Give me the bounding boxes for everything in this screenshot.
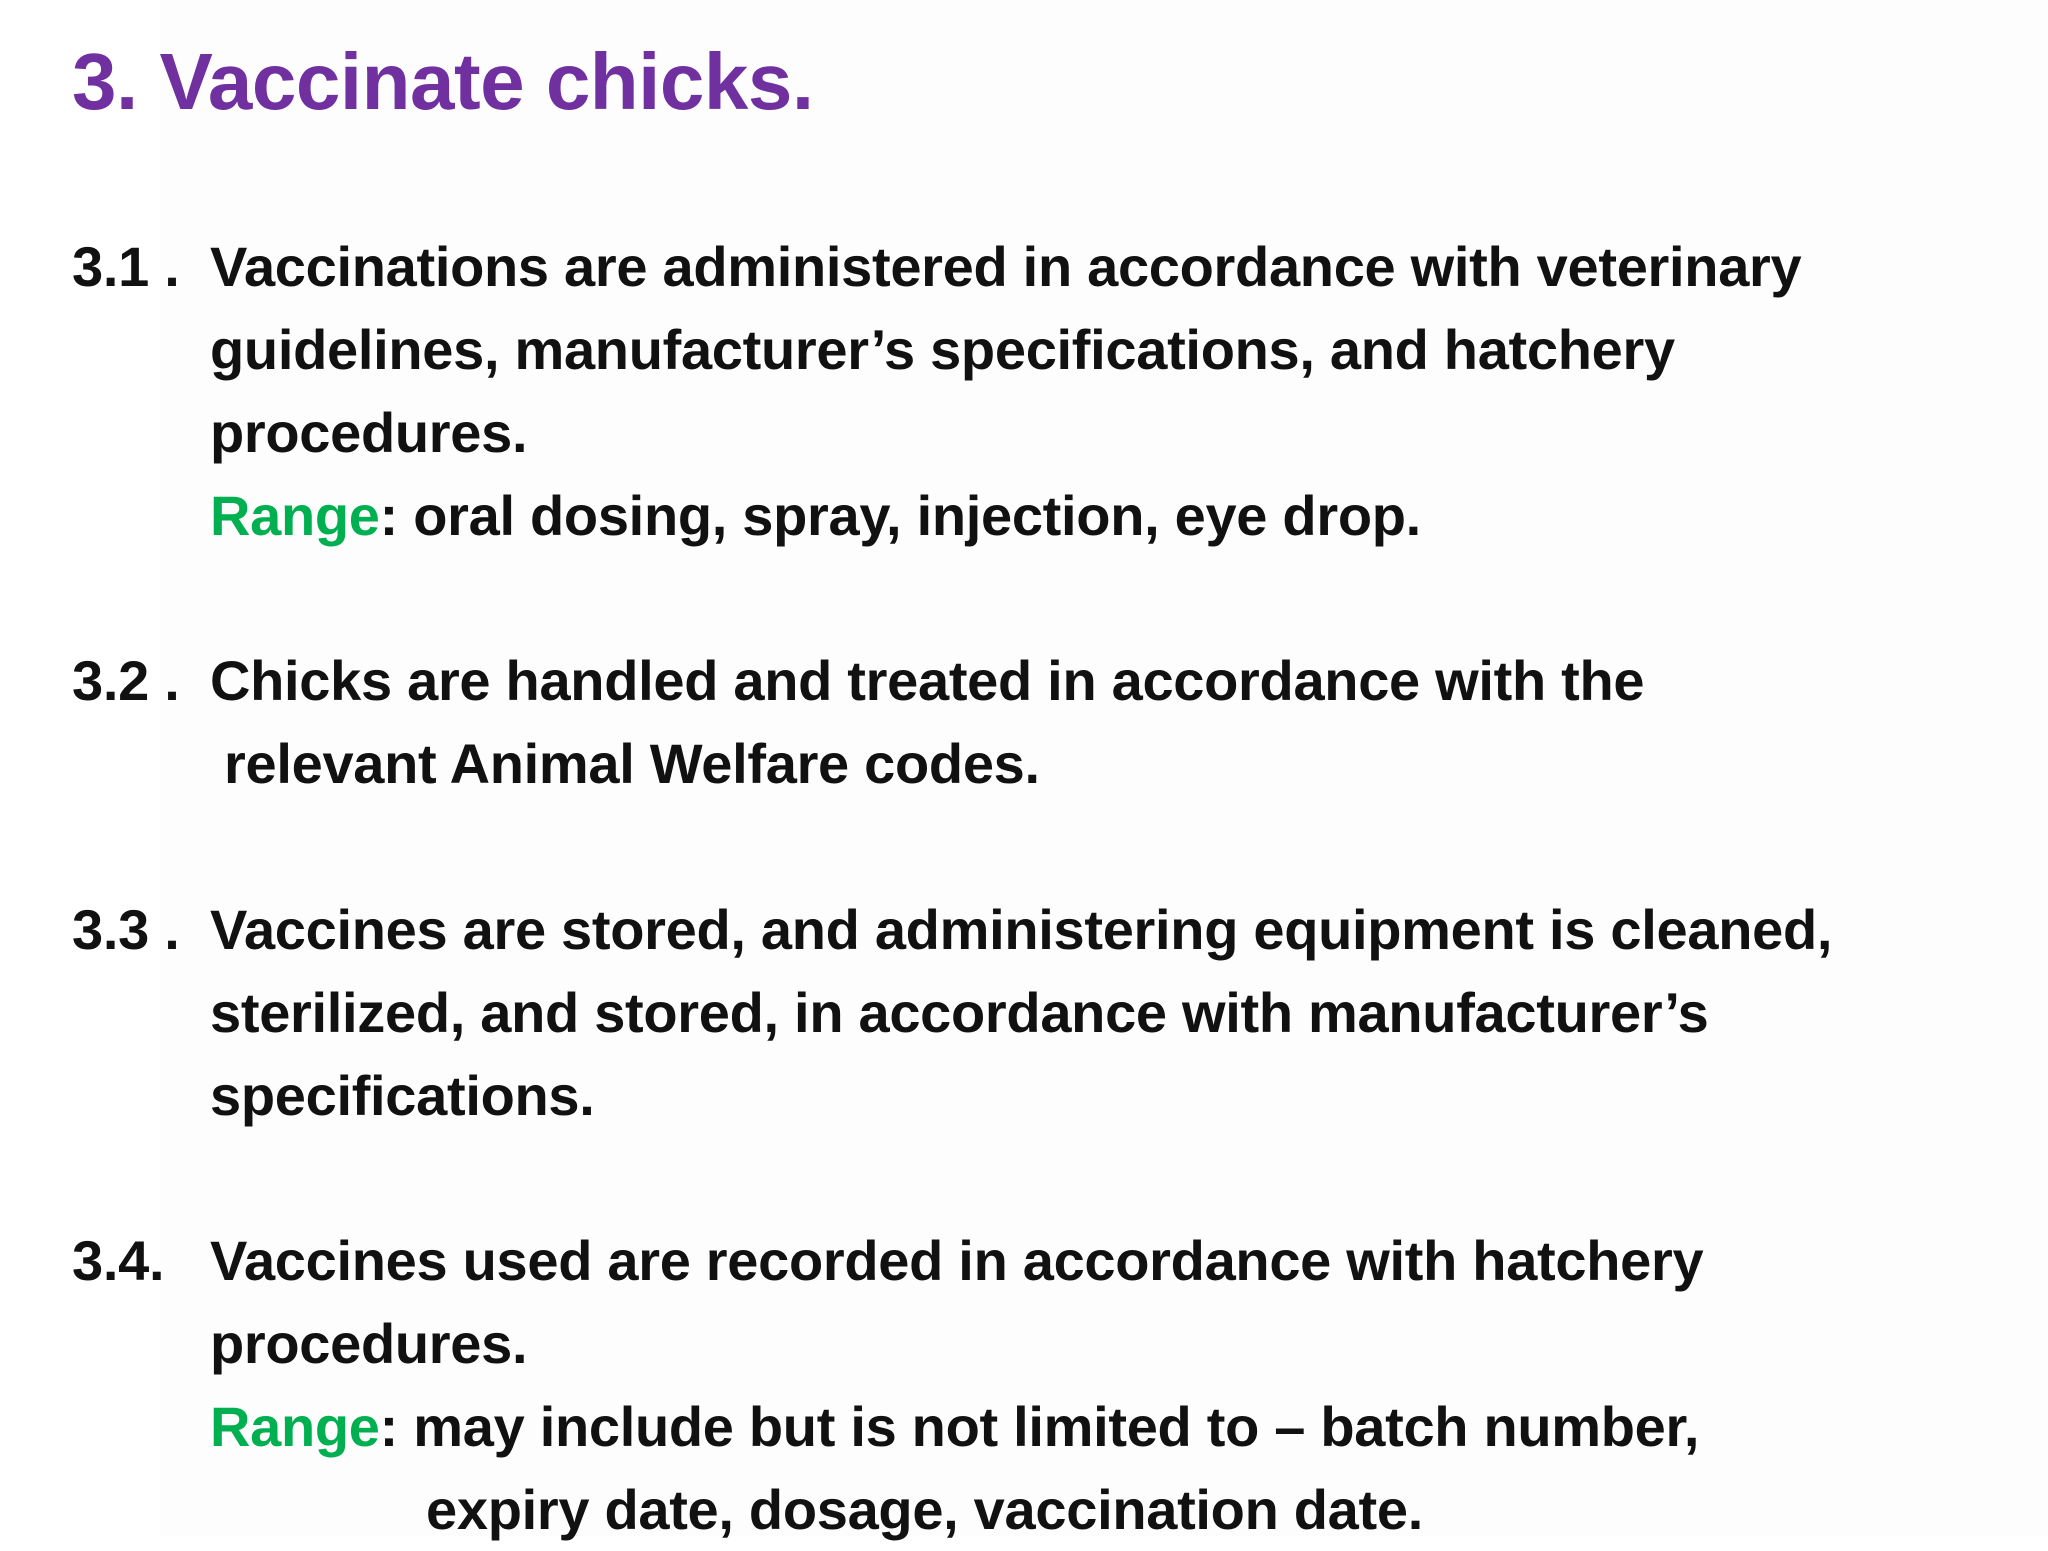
range-text: oral dosing, spray, injection, eye drop. <box>413 484 1421 547</box>
criterion-text: procedures. <box>210 1312 528 1375</box>
criterion-text: Vaccines used are recorded in accordance with hatchery <box>210 1229 1704 1292</box>
criterion-3-2 <box>72 639 2002 805</box>
range-label: Range <box>210 1395 380 1458</box>
criterion-text: specifications. <box>210 1064 595 1127</box>
range-label: Range <box>210 484 380 547</box>
criterion-3-4 <box>72 1219 2002 1551</box>
criterion-line <box>72 639 2002 722</box>
criterion-number: 3.3 . <box>72 898 180 961</box>
criterion-3-3 <box>72 888 2002 1137</box>
criterion-text: relevant Animal Welfare codes. <box>224 732 1040 795</box>
range-statement: Range: may include but is not limited to – batch number, <box>210 1395 1700 1458</box>
criterion-text: guidelines, manufacturer’s specifications, and hatchery <box>210 318 1675 381</box>
slide-title: 3. Vaccinate chicks. <box>72 37 814 126</box>
criterion-line <box>72 1219 2002 1302</box>
criterion-number: 3.4. <box>72 1229 165 1292</box>
criterion-text: sterilized, and stored, in accordance with manufacturer’s <box>210 981 1709 1044</box>
criterion-text: procedures. <box>210 401 528 464</box>
range-text: may include but is not limited to – batch number, <box>413 1395 1700 1458</box>
criterion-number: 3.1 . <box>72 235 180 298</box>
range-statement: Range: oral dosing, spray, injection, eye drop. <box>210 484 1421 547</box>
criterion-3-1 <box>72 225 2002 557</box>
criterion-text: Vaccines are stored, and administering equipment is cleaned, <box>210 898 1833 961</box>
criterion-number: 3.2 . <box>72 649 180 712</box>
criterion-line <box>72 888 2002 971</box>
criterion-text: Vaccinations are administered in accordance with veterinary <box>210 235 1802 298</box>
criterion-text: Chicks are handled and treated in accordance with the <box>210 649 1645 712</box>
criterion-line <box>72 225 2002 308</box>
range-text: expiry date, dosage, vaccination date. <box>426 1478 1423 1541</box>
